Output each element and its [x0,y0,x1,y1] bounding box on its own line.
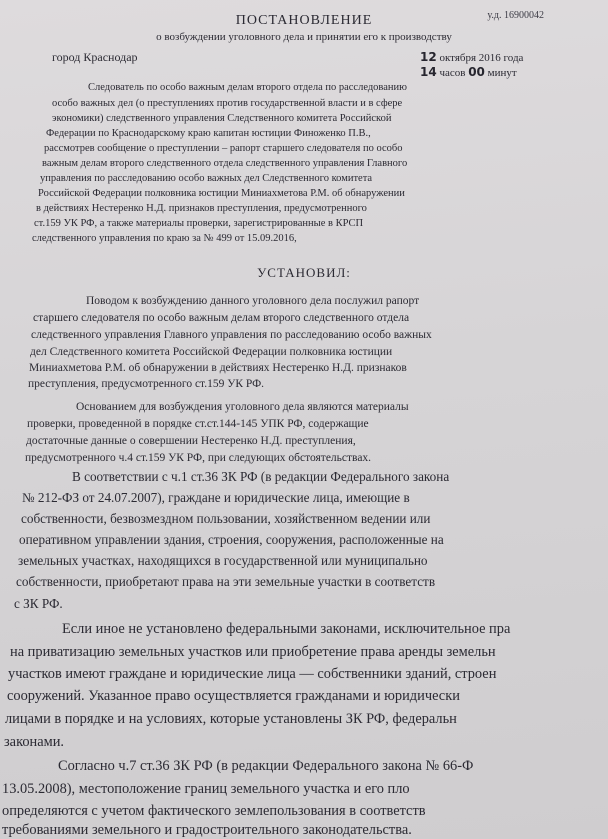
intro-line: управления по расследованию особо важных дел Следственного комитета [40,173,373,184]
intro-line: Российской Федерации полковника юстиции Миниахметова Р.М. об обнаружении [38,188,405,199]
intro-line: рассмотрев сообщение о преступлении – рапорт старшего следователя по особо [44,143,403,154]
document-subtitle: о возбуждении уголовного дела и принятии его к производству [156,31,452,43]
intro-line: важным делам второго следственного отдела следственного управления Главного [42,158,408,169]
city-line: город Краснодар [52,50,138,64]
body-line: дел Следственного комитета Российской Федерации полковника юстиции [30,346,393,358]
body-line: В соответствии с ч.1 ст.36 ЗК РФ (в редакции Федерального закона [72,469,450,484]
intro-line: Федерации по Краснодарскому краю капитан юстиции Финоженко П.В., [46,128,371,139]
body-line: собственности, безвозмездном пользовании, хозяйственном ведении или [21,511,431,526]
date-rest: октября 2016 года [436,52,524,64]
body-line: проверки, проведенной в порядке ст.ст.144-145 УПК РФ, содержащие [27,418,369,430]
body-line: следственного управления Главного управления по расследованию особо важных [31,329,432,341]
time-label-hours: часов [436,67,469,79]
date-day: 12 [420,50,437,64]
intro-line: экономики) следственного управления Следственного комитета Российской [52,113,392,124]
time-label-minutes: минут [484,67,517,79]
body-line: Основанием для возбуждения уголовного дела являются материалы [76,401,409,413]
intro-line: особо важных дел (о преступлениях против государственной власти и в сфере [52,98,403,109]
body-line: требованиями земельного и градостроительного законодательства. [2,822,412,838]
body-line: законами. [4,734,65,750]
intro-line: Следователь по особо важным делам второго отдела по расследованию [88,82,407,93]
body-line: Миниахметова Р.М. об обнаружении в действиях Нестеренко Н.Д. признаков [29,362,407,374]
body-line: лицами в порядке и на условиях, которые установлены ЗК РФ, федеральн [5,711,457,727]
intro-line: следственного управления по краю за № 499 от 15.09.2016, [32,233,297,244]
intro-line: в действиях Нестеренко Н.Д. признаков преступления, предусмотренного [36,203,367,214]
time-hours: 14 [420,65,437,79]
body-line: предусмотренного ч.4 ст.159 УК РФ, при следующих обстоятельствах. [25,452,372,464]
body-line: сооружений. Указанное право осуществляется гражданами и юридически [7,688,460,704]
body-line: оперативном управлении здания, строения, сооружения, расположенные на [19,532,444,547]
body-line: земельных участках, находящихся в государственной или муниципально [18,553,428,568]
body-line: Если иное не установлено федеральными законами, исключительное пра [62,621,511,637]
body-line: с ЗК РФ. [14,596,63,611]
body-line: определяются с учетом фактического землепользования в соответств [2,803,426,819]
body-line: участков имеют граждане и юридические лица — собственники зданий, строен [8,666,497,682]
body-line: собственности, приобретают права на эти земельные участки в соответств [16,574,436,589]
body-line: 13.05.2008), местоположение границ земельного участка и его пло [2,781,410,797]
time-minutes: 00 [468,65,485,79]
body-line: преступления, предусмотренного ст.159 УК РФ. [28,378,265,390]
date-line [420,50,523,64]
body-line: Поводом к возбуждению данного уголовного дела послужил рапорт [86,295,420,307]
body-line: Согласно ч.7 ст.36 ЗК РФ (в редакции Федерального закона № 66-Ф [58,758,474,774]
body-line: № 212-ФЗ от 24.07.2007), граждане и юридические лица, имеющие в [22,490,410,505]
section-heading: УСТАНОВИЛ: [257,265,351,280]
body-line: старшего следователя по особо важным делам второго следственного отдела [33,312,410,324]
body-line: достаточные данные о совершении Нестеренко Н.Д. преступления, [26,435,356,447]
body-line: на приватизацию земельных участков или приобретение права аренды земельн [10,644,496,660]
time-line [420,65,517,79]
case-number: у.д. 16900042 [487,10,544,21]
intro-line: ст.159 УК РФ, а также материалы проверки, зарегистрированные в КРСП [34,218,364,229]
document-title: ПОСТАНОВЛЕНИЕ [235,13,373,28]
